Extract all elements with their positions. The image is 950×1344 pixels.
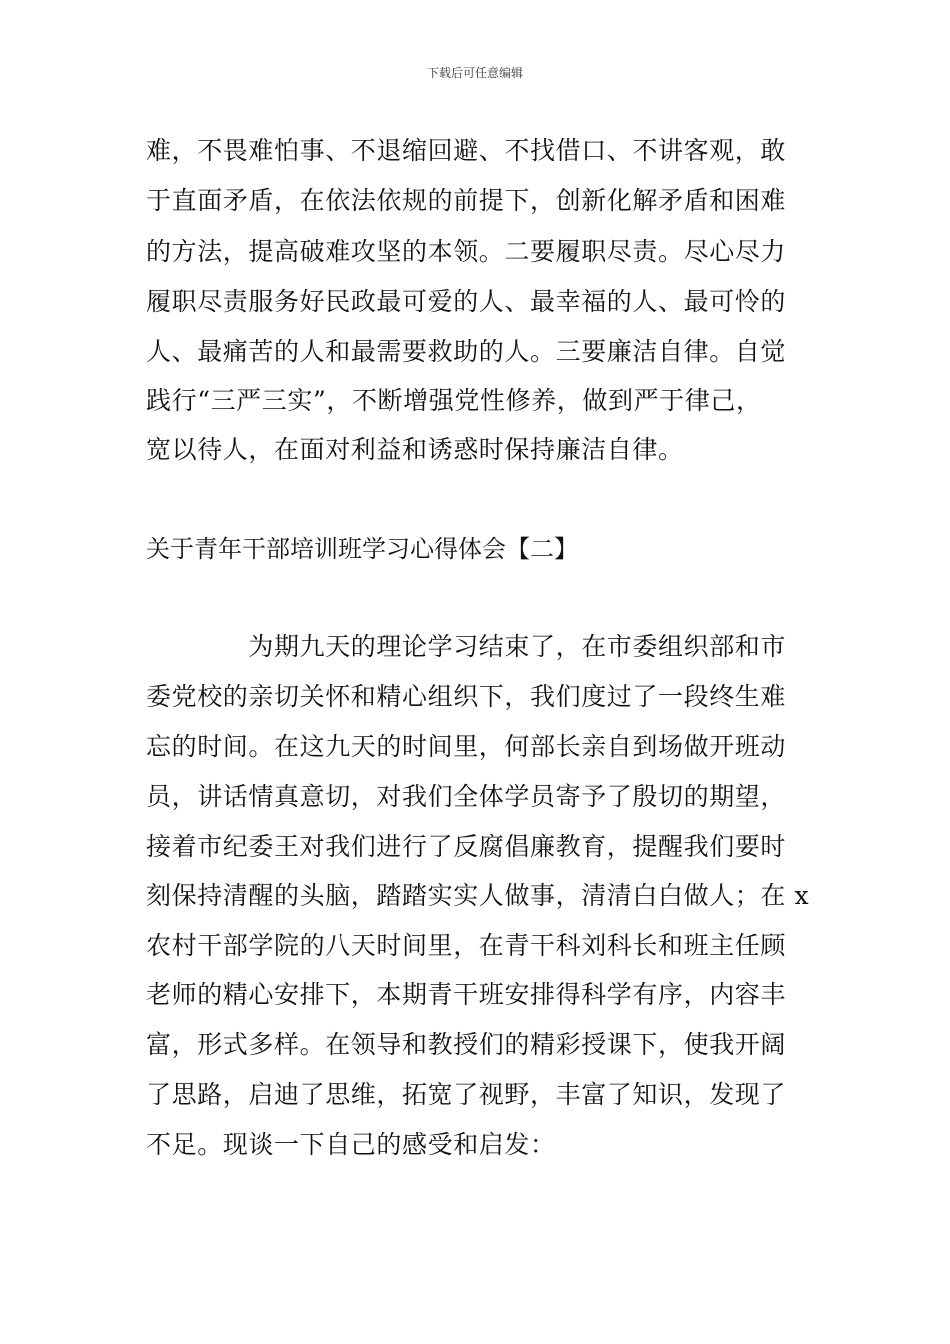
paragraph-line: 人、最痛苦的人和最需要救助的人。三要廉洁自律。自觉 bbox=[146, 337, 787, 366]
paragraph-line: 的方法，提高破难攻坚的本领。二要履职尽责。尽心尽力 bbox=[146, 237, 787, 266]
paragraph-line: 刻保持清醒的头脑，踏踏实实人做事，清清白白做人；在 x bbox=[146, 881, 810, 910]
paragraph-line: 委党校的亲切关怀和精心组织下，我们度过了一段终生难 bbox=[146, 682, 787, 711]
paragraph-line: 老师的精心安排下，本期青干班安排得科学有序，内容丰 bbox=[146, 980, 787, 1009]
paragraph-line: 履职尽责服务好民政最可爱的人、最幸福的人、最可怜的 bbox=[146, 287, 787, 316]
paragraph-line: 宽以待人，在面对利益和诱惑时保持廉洁自律。 bbox=[146, 435, 684, 464]
paragraph-line: 不足。现谈一下自己的感受和启发： bbox=[146, 1130, 556, 1159]
header-note: 下载后可任意编辑 bbox=[426, 66, 523, 80]
paragraph-line: 难，不畏难怕事、不退缩回避、不找借口、不讲客观，敢 bbox=[146, 136, 787, 165]
paragraph-line: 践行“三严三实”，不断增强党性修养，做到严于律己， bbox=[146, 386, 762, 415]
paragraph-line: 农村干部学院的八天时间里，在青干科刘科长和班主任顾 bbox=[146, 931, 787, 960]
paragraph-line: 员，讲话情真意切，对我们全体学员寄予了殷切的期望， bbox=[146, 782, 787, 811]
paragraph-line: 富，形式多样。在领导和教授们的精彩授课下，使我开阔 bbox=[146, 1030, 787, 1059]
paragraph-line: 于直面矛盾，在依法依规的前提下，创新化解矛盾和困难 bbox=[146, 186, 787, 215]
paragraph-line: 忘的时间。在这九天的时间里，何部长亲自到场做开班动 bbox=[146, 732, 787, 761]
paragraph-line: 了思路，启迪了思维，拓宽了视野，丰富了知识，发现了 bbox=[146, 1080, 787, 1109]
paragraph-line: 为期九天的理论学习结束了，在市委组织部和市 bbox=[146, 632, 787, 661]
section-heading: 关于青年干部培训班学习心得体会【二】 bbox=[146, 535, 578, 563]
paragraph-line: 接着市纪委王对我们进行了反腐倡廉教育，提醒我们要时 bbox=[146, 832, 787, 861]
